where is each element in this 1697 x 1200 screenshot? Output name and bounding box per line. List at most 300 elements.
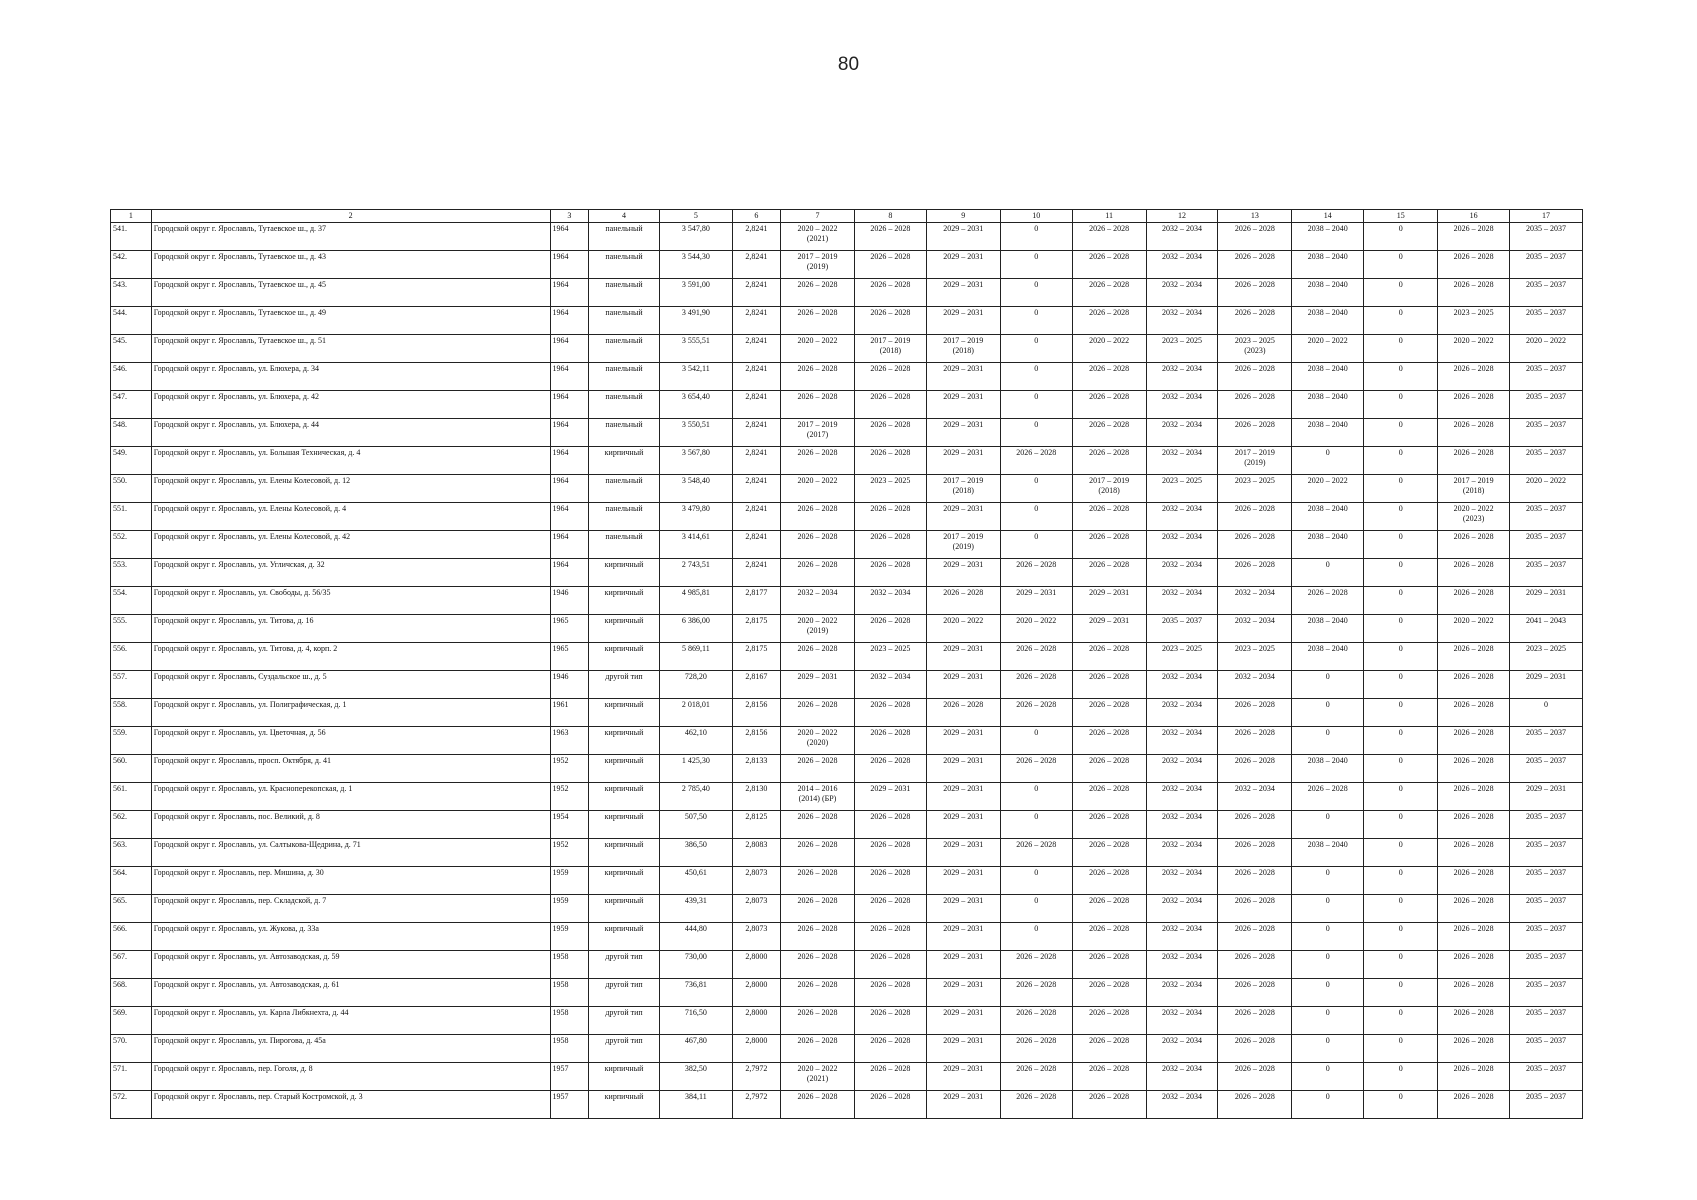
table-cell: 736,81	[659, 979, 732, 1007]
table-cell: 2026 – 2028	[854, 1091, 926, 1119]
table-cell: 2026 – 2028	[1218, 1091, 1292, 1119]
table-cell: 2035 – 2037	[1510, 307, 1583, 335]
table-cell: 2026 – 2028	[1438, 1007, 1510, 1035]
table-cell: 2026 – 2028	[1072, 671, 1146, 699]
table-cell: 2032 – 2034	[1146, 979, 1218, 1007]
table-cell: 0	[1000, 251, 1072, 279]
table-cell: 0	[1000, 419, 1072, 447]
table-cell: 2032 – 2034	[1146, 951, 1218, 979]
table-cell: 2026 – 2028	[781, 867, 855, 895]
table-cell: 548.	[111, 419, 152, 447]
table-cell: Городской округ г. Ярославль, просп. Октября, д. 41	[151, 755, 550, 783]
table-cell: 546.	[111, 363, 152, 391]
table-cell: 0	[1364, 503, 1438, 531]
table-cell: 3 491,90	[659, 307, 732, 335]
table-cell: 2032 – 2034	[1146, 811, 1218, 839]
column-header: 1	[111, 210, 152, 223]
table-cell: 2020 – 2022	[1000, 615, 1072, 643]
table-cell: 2038 – 2040	[1292, 643, 1364, 671]
table-cell: Городской округ г. Ярославль, ул. Большая Техническая, д. 4	[151, 447, 550, 475]
table-cell: 2032 – 2034	[1146, 503, 1218, 531]
table-cell: 2026 – 2028	[1438, 1091, 1510, 1119]
table-cell: кирпичный	[589, 447, 660, 475]
table-cell: 0	[1364, 671, 1438, 699]
table-cell: 2035 – 2037	[1510, 1063, 1583, 1091]
table-cell: кирпичный	[589, 587, 660, 615]
table-cell: 2,8241	[732, 391, 780, 419]
table-cell: 2029 – 2031	[926, 307, 1000, 335]
table-cell: 0	[1364, 755, 1438, 783]
table-cell: 730,00	[659, 951, 732, 979]
table-cell: 2026 – 2028	[1072, 755, 1146, 783]
table-cell: 2035 – 2037	[1510, 559, 1583, 587]
table-cell: 556.	[111, 643, 152, 671]
column-header: 12	[1146, 210, 1218, 223]
table-cell: 2035 – 2037	[1146, 615, 1218, 643]
table-cell: 2020 – 2022 (2021)	[781, 1063, 855, 1091]
table-cell: 2026 – 2028	[1438, 1035, 1510, 1063]
table-cell: 2032 – 2034	[1146, 279, 1218, 307]
table-cell: 2014 – 2016 (2014) (БР)	[781, 783, 855, 811]
table-cell: 2029 – 2031	[1072, 587, 1146, 615]
table-cell: 1957	[550, 1091, 589, 1119]
table-cell: 2026 – 2028	[1000, 951, 1072, 979]
table-cell: 2026 – 2028	[854, 867, 926, 895]
table-cell: 3 555,51	[659, 335, 732, 363]
table-cell: 384,11	[659, 1091, 732, 1119]
table-row	[111, 363, 1583, 391]
column-header: 6	[732, 210, 780, 223]
page-number: 80	[837, 54, 860, 75]
table-cell: 2026 – 2028	[781, 363, 855, 391]
table-cell: 2035 – 2037	[1510, 251, 1583, 279]
table-cell: 2032 – 2034	[1146, 559, 1218, 587]
table-cell: 2026 – 2028	[1072, 839, 1146, 867]
table-cell: 2032 – 2034	[1146, 223, 1218, 251]
table-cell: 2029 – 2031	[854, 783, 926, 811]
table-cell: 2026 – 2028	[1072, 251, 1146, 279]
table-cell: 2,8241	[732, 279, 780, 307]
table-cell: 2029 – 2031	[926, 755, 1000, 783]
table-cell: 2029 – 2031	[926, 1063, 1000, 1091]
table-cell: 0	[1000, 531, 1072, 559]
table-cell: кирпичный	[589, 699, 660, 727]
table-cell: Городской округ г. Ярославль, ул. Пирогова, д. 45а	[151, 1035, 550, 1063]
table-row	[111, 699, 1583, 727]
table-cell: 2032 – 2034	[1146, 531, 1218, 559]
table-cell: 1958	[550, 1007, 589, 1035]
table-cell: 2029 – 2031	[926, 223, 1000, 251]
table-row	[111, 1007, 1583, 1035]
table-cell: 2029 – 2031	[926, 1007, 1000, 1035]
table-cell: 1965	[550, 643, 589, 671]
table-row	[111, 727, 1583, 755]
table-cell: 2032 – 2034	[1146, 307, 1218, 335]
table-cell: 2020 – 2022	[1510, 475, 1583, 503]
table-cell: 2026 – 2028	[781, 923, 855, 951]
table-cell: 552.	[111, 531, 152, 559]
table-cell: 2032 – 2034	[1146, 1091, 1218, 1119]
table-cell: 557.	[111, 671, 152, 699]
table-cell: 0	[1364, 979, 1438, 1007]
table-cell: 0	[1364, 475, 1438, 503]
table-cell: 544.	[111, 307, 152, 335]
table-cell: 2026 – 2028	[781, 699, 855, 727]
table-cell: 2032 – 2034	[1146, 895, 1218, 923]
table-cell: 0	[1292, 895, 1364, 923]
table-cell: 2026 – 2028	[1218, 811, 1292, 839]
table-cell: Городской округ г. Ярославль, ул. Автозаводская, д. 59	[151, 951, 550, 979]
table-cell: 2026 – 2028	[1292, 783, 1364, 811]
table-cell: 2026 – 2028	[1000, 1091, 1072, 1119]
table-cell: 1964	[550, 251, 589, 279]
table-row	[111, 419, 1583, 447]
table-cell: 2026 – 2028	[1072, 951, 1146, 979]
table-cell: панельный	[589, 335, 660, 363]
table-cell: 0	[1000, 279, 1072, 307]
table-cell: Городской округ г. Ярославль, ул. Красноперекопская, д. 1	[151, 783, 550, 811]
table-cell: 0	[1364, 1091, 1438, 1119]
table-cell: 0	[1292, 671, 1364, 699]
table-cell: 2026 – 2028	[1000, 643, 1072, 671]
table-cell: 2038 – 2040	[1292, 839, 1364, 867]
table-cell: 2029 – 2031	[926, 727, 1000, 755]
column-header: 16	[1438, 210, 1510, 223]
table-cell: 0	[1000, 223, 1072, 251]
table-cell: 2,8241	[732, 475, 780, 503]
table-cell: 2026 – 2028	[854, 1063, 926, 1091]
table-cell: 2026 – 2028	[1000, 447, 1072, 475]
table-cell: 2,8156	[732, 727, 780, 755]
table-cell: 551.	[111, 503, 152, 531]
table-cell: 0	[1364, 783, 1438, 811]
table-cell: 2029 – 2031	[1510, 587, 1583, 615]
table-cell: 2,8175	[732, 643, 780, 671]
table-cell: 1961	[550, 699, 589, 727]
table-cell: 0	[1364, 923, 1438, 951]
table-cell: 382,50	[659, 1063, 732, 1091]
table-cell: 2017 – 2019 (2019)	[1218, 447, 1292, 475]
table-cell: 2038 – 2040	[1292, 755, 1364, 783]
table-cell: 2020 – 2022	[1438, 615, 1510, 643]
table-row	[111, 1035, 1583, 1063]
table-cell: 1964	[550, 531, 589, 559]
table-cell: 0	[1000, 811, 1072, 839]
table-cell: 2026 – 2028	[1072, 279, 1146, 307]
table-cell: 0	[1364, 447, 1438, 475]
table-cell: 2038 – 2040	[1292, 419, 1364, 447]
table-cell: 2020 – 2022	[1292, 335, 1364, 363]
table-cell: 545.	[111, 335, 152, 363]
table-cell: 2026 – 2028	[854, 895, 926, 923]
table-row	[111, 503, 1583, 531]
table-cell: панельный	[589, 419, 660, 447]
table-cell: 0	[1364, 727, 1438, 755]
table-cell: 566.	[111, 923, 152, 951]
table-cell: 0	[1364, 251, 1438, 279]
table-cell: 2032 – 2034	[1146, 1035, 1218, 1063]
table-row	[111, 867, 1583, 895]
table-row	[111, 475, 1583, 503]
table-cell: 0	[1292, 1007, 1364, 1035]
table-cell: Городской округ г. Ярославль, ул. Елены Колесовой, д. 4	[151, 503, 550, 531]
table-cell: 0	[1364, 811, 1438, 839]
table-cell: 2017 – 2019 (2017)	[781, 419, 855, 447]
table-cell: 550.	[111, 475, 152, 503]
table-cell: 2026 – 2028	[1438, 895, 1510, 923]
table-cell: кирпичный	[589, 839, 660, 867]
table-cell: 0	[1000, 335, 1072, 363]
table-cell: 2026 – 2028	[1072, 363, 1146, 391]
table-cell: 2032 – 2034	[1146, 363, 1218, 391]
table-cell: 2026 – 2028	[854, 1035, 926, 1063]
table-row	[111, 587, 1583, 615]
table-cell: 3 567,80	[659, 447, 732, 475]
table-cell: 2029 – 2031	[926, 503, 1000, 531]
table-cell: 2026 – 2028	[1218, 391, 1292, 419]
table-cell: 2026 – 2028	[1218, 923, 1292, 951]
table-cell: 567.	[111, 951, 152, 979]
table-cell: кирпичный	[589, 559, 660, 587]
table-cell: 2038 – 2040	[1292, 615, 1364, 643]
table-cell: 547.	[111, 391, 152, 419]
table-cell: 0	[1364, 1063, 1438, 1091]
table-cell: 1952	[550, 839, 589, 867]
table-cell: кирпичный	[589, 755, 660, 783]
table-cell: 2029 – 2031	[781, 671, 855, 699]
table-cell: 2035 – 2037	[1510, 1007, 1583, 1035]
table-cell: Городской округ г. Ярославль, Тутаевское ш., д. 49	[151, 307, 550, 335]
table-cell: 2026 – 2028	[854, 811, 926, 839]
table-cell: 2035 – 2037	[1510, 447, 1583, 475]
table-cell: 2020 – 2022	[1510, 335, 1583, 363]
table-cell: 2026 – 2028	[1218, 867, 1292, 895]
table-cell: 0	[1000, 783, 1072, 811]
table-cell: 2017 – 2019 (2018)	[854, 335, 926, 363]
table-cell: 0	[1000, 895, 1072, 923]
table-cell: 2035 – 2037	[1510, 811, 1583, 839]
table-cell: 2026 – 2028	[1438, 447, 1510, 475]
table-cell: 2026 – 2028	[926, 699, 1000, 727]
table-row	[111, 951, 1583, 979]
table-row	[111, 251, 1583, 279]
table-cell: 2026 – 2028	[1218, 307, 1292, 335]
table-cell: 2032 – 2034	[1146, 1007, 1218, 1035]
table-cell: 2026 – 2028	[1218, 699, 1292, 727]
table-cell: Городской округ г. Ярославль, ул. Карла Либкнехта, д. 44	[151, 1007, 550, 1035]
table-cell: 0	[1000, 923, 1072, 951]
table-cell: 2026 – 2028	[1438, 867, 1510, 895]
table-cell: 2,8241	[732, 335, 780, 363]
table-cell: 2,8241	[732, 251, 780, 279]
table-cell: 2,8167	[732, 671, 780, 699]
table-cell: 2035 – 2037	[1510, 923, 1583, 951]
table-cell: 6 386,00	[659, 615, 732, 643]
table-cell: 2026 – 2028	[1218, 251, 1292, 279]
table-cell: Городской округ г. Ярославль, Тутаевское ш., д. 45	[151, 279, 550, 307]
table-cell: 1963	[550, 727, 589, 755]
table-cell: 2032 – 2034	[1146, 391, 1218, 419]
table-cell: 2026 – 2028	[1218, 979, 1292, 1007]
table-cell: 2026 – 2028	[1072, 419, 1146, 447]
table-cell: 2026 – 2028	[781, 307, 855, 335]
table-cell: 2026 – 2028	[854, 251, 926, 279]
table-cell: 2023 – 2025 (2023)	[1218, 335, 1292, 363]
table-cell: 2026 – 2028	[1218, 951, 1292, 979]
table-cell: 0	[1292, 811, 1364, 839]
table-cell: 2032 – 2034	[1146, 923, 1218, 951]
table-cell: 0	[1292, 923, 1364, 951]
table-cell: 2017 – 2019 (2018)	[926, 335, 1000, 363]
table-cell: 543.	[111, 279, 152, 307]
table-cell: 2,8130	[732, 783, 780, 811]
table-cell: 0	[1364, 643, 1438, 671]
table-cell: 2026 – 2028	[1438, 951, 1510, 979]
table-cell: 2029 – 2031	[926, 839, 1000, 867]
table-cell: 1959	[550, 923, 589, 951]
table-cell: 2038 – 2040	[1292, 503, 1364, 531]
table-cell: 2026 – 2028	[781, 951, 855, 979]
table-cell: 2026 – 2028	[1000, 671, 1072, 699]
table-cell: 2032 – 2034	[1146, 419, 1218, 447]
table-cell: 564.	[111, 867, 152, 895]
table-cell: 2020 – 2022	[1292, 475, 1364, 503]
table-cell: 2032 – 2034	[1146, 867, 1218, 895]
table-cell: 2029 – 2031	[926, 1091, 1000, 1119]
table-cell: 0	[1292, 559, 1364, 587]
table-cell: 2026 – 2028	[1438, 391, 1510, 419]
table-cell: 2026 – 2028	[854, 447, 926, 475]
table-cell: 2032 – 2034	[854, 587, 926, 615]
table-cell: 3 544,30	[659, 251, 732, 279]
table-cell: Городской округ г. Ярославль, Суздальское ш., д. 5	[151, 671, 550, 699]
table-cell: 0	[1364, 363, 1438, 391]
table-cell: 2023 – 2025	[1218, 643, 1292, 671]
table-cell: панельный	[589, 503, 660, 531]
table-cell: кирпичный	[589, 783, 660, 811]
table-cell: 462,10	[659, 727, 732, 755]
table-cell: 2032 – 2034	[1146, 755, 1218, 783]
table-cell: 2029 – 2031	[926, 895, 1000, 923]
table-cell: Городской округ г. Ярославль, ул. Полиграфическая, д. 1	[151, 699, 550, 727]
table-cell: Городской округ г. Ярославль, ул. Титова, д. 4, корп. 2	[151, 643, 550, 671]
table-cell: 1957	[550, 1063, 589, 1091]
table-cell: 554.	[111, 587, 152, 615]
table-cell: Городской округ г. Ярославль, Тутаевское ш., д. 43	[151, 251, 550, 279]
table-cell: 2038 – 2040	[1292, 307, 1364, 335]
table-row	[111, 755, 1583, 783]
table-cell: 2020 – 2022	[1072, 335, 1146, 363]
table-cell: 716,50	[659, 1007, 732, 1035]
table-cell: 1964	[550, 223, 589, 251]
table-cell: 2026 – 2028	[781, 755, 855, 783]
table-cell: 560.	[111, 755, 152, 783]
table-cell: 2,8073	[732, 867, 780, 895]
table-cell: 1964	[550, 391, 589, 419]
table-cell: 2032 – 2034	[1146, 671, 1218, 699]
table-cell: 0	[1364, 531, 1438, 559]
table-cell: 5 869,11	[659, 643, 732, 671]
table-cell: 2032 – 2034	[1146, 727, 1218, 755]
table-cell: 2,8241	[732, 531, 780, 559]
table-cell: 2026 – 2028	[1438, 643, 1510, 671]
table-cell: 555.	[111, 615, 152, 643]
table-cell: 2026 – 2028	[1072, 531, 1146, 559]
table-cell: Городской округ г. Ярославль, ул. Свободы, д. 56/35	[151, 587, 550, 615]
table-cell: панельный	[589, 279, 660, 307]
table-cell: 2026 – 2028	[1000, 559, 1072, 587]
table-cell: 2038 – 2040	[1292, 531, 1364, 559]
table-cell: 2026 – 2028	[854, 615, 926, 643]
table-cell: 0	[1364, 559, 1438, 587]
table-row	[111, 839, 1583, 867]
table-cell: 2,8177	[732, 587, 780, 615]
table-cell: 467,80	[659, 1035, 732, 1063]
table-cell: 2029 – 2031	[1072, 615, 1146, 643]
table-cell: 2026 – 2028	[1000, 979, 1072, 1007]
table-cell: 0	[1364, 419, 1438, 447]
table-cell: 2026 – 2028	[854, 391, 926, 419]
table-cell: 2,8125	[732, 811, 780, 839]
column-header: 2	[151, 210, 550, 223]
table-cell: Городской округ г. Ярославль, ул. Блюхера, д. 42	[151, 391, 550, 419]
table-cell: 2026 – 2028	[781, 643, 855, 671]
table-cell: 2026 – 2028	[1072, 391, 1146, 419]
table-cell: 2023 – 2025	[854, 475, 926, 503]
table-cell: 2026 – 2028	[1072, 727, 1146, 755]
table-cell: 2 785,40	[659, 783, 732, 811]
table-cell: 3 547,80	[659, 223, 732, 251]
table-cell: 1952	[550, 755, 589, 783]
table-cell: 2017 – 2019 (2019)	[781, 251, 855, 279]
table-cell: 2026 – 2028	[1072, 503, 1146, 531]
table-cell: 2026 – 2028	[854, 279, 926, 307]
table-cell: Городской округ г. Ярославль, ул. Блюхера, д. 34	[151, 363, 550, 391]
table-cell: 2 743,51	[659, 559, 732, 587]
table-cell: 2026 – 2028	[1438, 923, 1510, 951]
table-cell: 2026 – 2028	[781, 979, 855, 1007]
table-cell: 2026 – 2028	[1218, 1035, 1292, 1063]
table-cell: 1954	[550, 811, 589, 839]
table-cell: 0	[1364, 587, 1438, 615]
table-cell: Городской округ г. Ярославль, пер. Старый Костромской, д. 3	[151, 1091, 550, 1119]
table-cell: 2026 – 2028	[1000, 839, 1072, 867]
table-cell: 2026 – 2028	[854, 699, 926, 727]
table-cell: 549.	[111, 447, 152, 475]
table-cell: 2026 – 2028	[1072, 1091, 1146, 1119]
table-cell: 2032 – 2034	[1146, 1063, 1218, 1091]
table-cell: 386,50	[659, 839, 732, 867]
table-cell: 2,8156	[732, 699, 780, 727]
table-cell: 2035 – 2037	[1510, 531, 1583, 559]
table-cell: 3 591,00	[659, 279, 732, 307]
table-cell: 2032 – 2034	[1146, 699, 1218, 727]
table-cell: 2,8241	[732, 363, 780, 391]
table-cell: 568.	[111, 979, 152, 1007]
table-cell: 559.	[111, 727, 152, 755]
table-cell: 2026 – 2028	[1438, 587, 1510, 615]
table-cell: Городской округ г. Ярославль, ул. Жукова, д. 33а	[151, 923, 550, 951]
table-cell: 2032 – 2034	[1146, 587, 1218, 615]
table-cell: 2029 – 2031	[926, 811, 1000, 839]
table-cell: 0	[1000, 867, 1072, 895]
column-header: 13	[1218, 210, 1292, 223]
column-header: 3	[550, 210, 589, 223]
table-cell: 2029 – 2031	[926, 251, 1000, 279]
table-cell: 2038 – 2040	[1292, 363, 1364, 391]
table-cell: 0	[1000, 475, 1072, 503]
table-cell: 2026 – 2028	[1218, 419, 1292, 447]
